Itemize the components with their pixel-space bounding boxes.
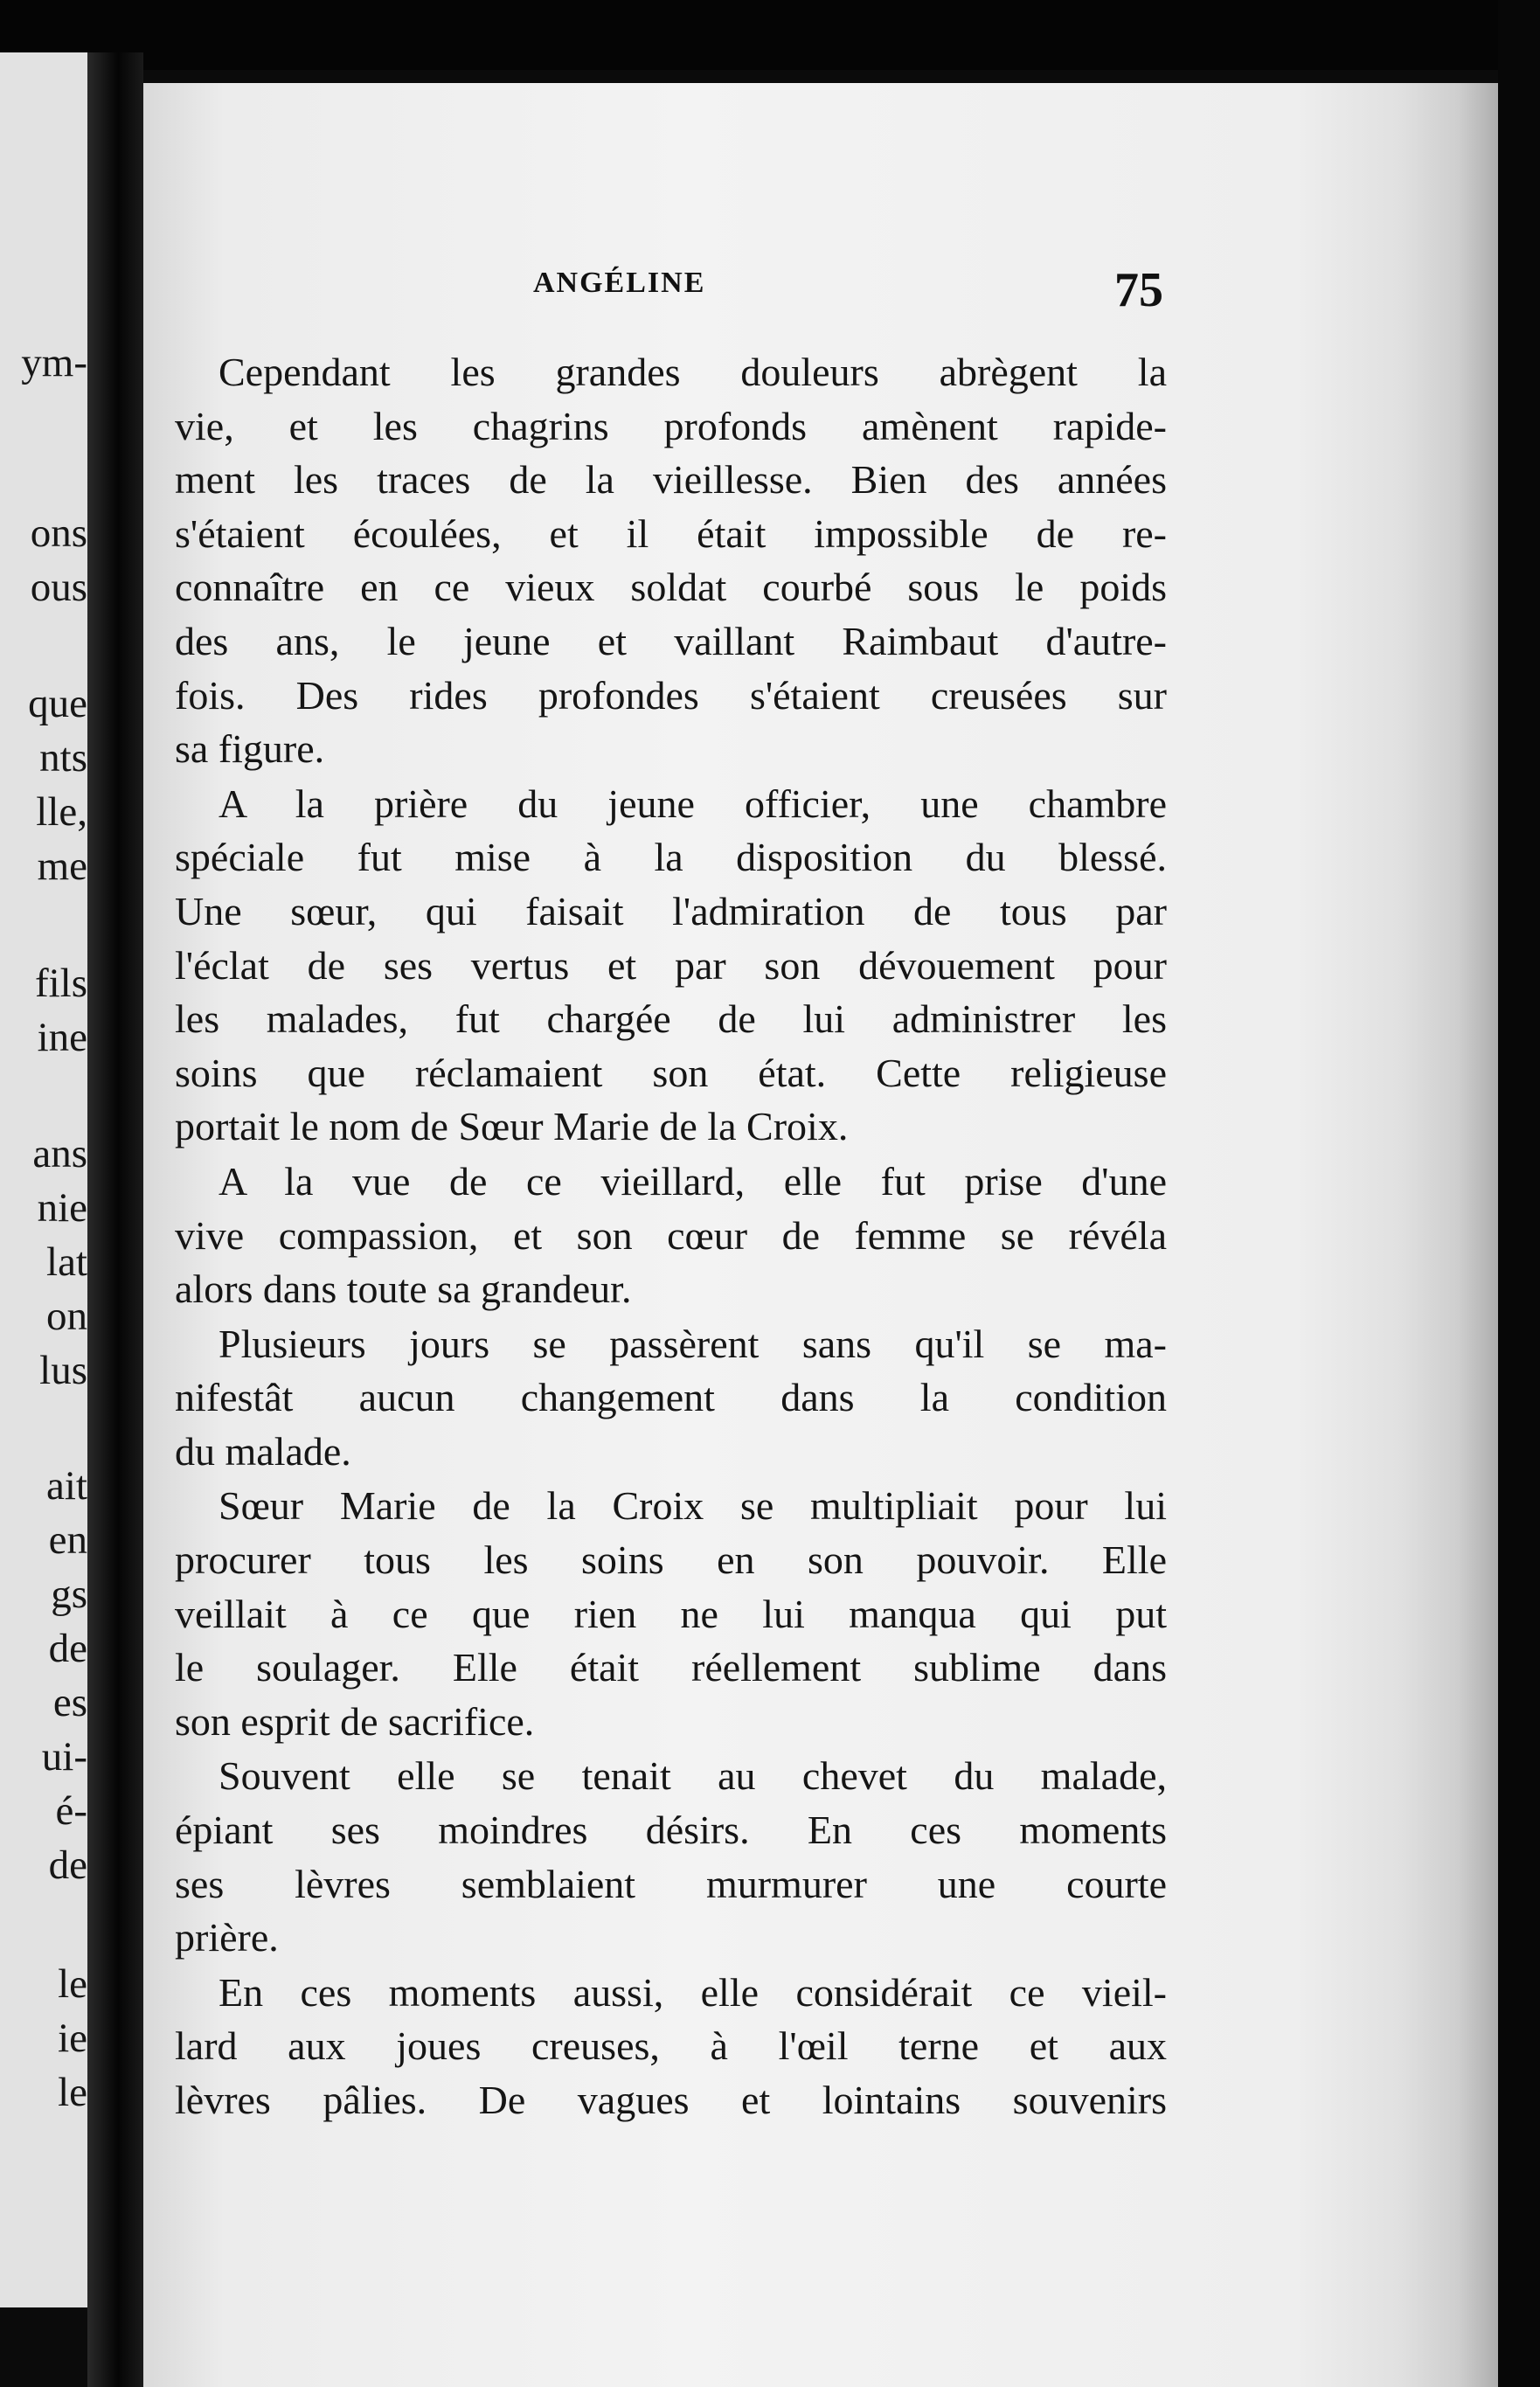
page-edge-shadow xyxy=(1398,83,1498,2387)
facing-page-fragment: ans xyxy=(32,1131,87,1176)
facing-page-fragment: ym- xyxy=(21,340,87,385)
text-line: A la prière du jeune officier, une chambre xyxy=(219,781,1167,826)
text-line: lard aux joues creuses, à l'œil terne et aux xyxy=(175,2023,1167,2069)
facing-page-fragment: lat xyxy=(46,1239,87,1285)
facing-page-fragment: ons xyxy=(30,510,87,556)
facing-page-fragment: lle, xyxy=(36,789,87,835)
text-line: ment les traces de la vieillesse. Bien des années xyxy=(175,457,1167,503)
text-line: Sœur Marie de la Croix se multipliait pour lui xyxy=(219,1483,1167,1529)
text-line: du malade. xyxy=(175,1428,351,1474)
text-line: vive compassion, et son cœur de femme se révéla xyxy=(175,1212,1167,1258)
facing-page-fragment: on xyxy=(46,1294,87,1339)
text-line: épiant ses moindres désirs. En ces moments xyxy=(175,1808,1167,1853)
facing-page-fragment: ous xyxy=(30,565,87,610)
scan-border-top xyxy=(0,0,1540,70)
text-line: portait le nom de Sœur Marie de la Croix. xyxy=(175,1104,849,1149)
facing-page-fragment: ie xyxy=(58,2016,87,2061)
text-line: l'éclat de ses vertus et par son dévouement pour xyxy=(175,942,1167,988)
facing-page-fragment: gs xyxy=(51,1572,87,1617)
text-line: nifestât aucun changement dans la condition xyxy=(175,1375,1167,1420)
text-line: soins que réclamaient son état. Cette religieuse xyxy=(175,1050,1167,1095)
text-line: Plusieurs jours se passèrent sans qu'il se ma- xyxy=(219,1321,1167,1366)
text-line: Cependant les grandes douleurs abrègent la xyxy=(219,350,1167,394)
facing-page-edge xyxy=(0,52,87,2307)
facing-page-fragment: ui- xyxy=(41,1734,87,1780)
scan-border-right xyxy=(1498,0,1540,2387)
facing-page-fragment: en xyxy=(48,1517,87,1563)
body-text xyxy=(175,345,1167,2127)
text-line: connaître en ce vieux soldat courbé sous le poids xyxy=(175,565,1167,610)
text-line: alors dans toute sa grandeur. xyxy=(175,1266,632,1312)
text-line: prière. xyxy=(175,1915,279,1960)
text-line: lèvres pâlies. De vagues et lointains souvenirs xyxy=(175,2078,1167,2122)
text-line: les malades, fut chargée de lui administrer les xyxy=(175,996,1167,1042)
facing-page-fragment: nie xyxy=(37,1185,87,1231)
text-line: des ans, le jeune et vaillant Raimbaut d'autre- xyxy=(175,618,1167,663)
facing-page-fragment: ait xyxy=(46,1463,87,1509)
facing-page-fragment: le xyxy=(58,1961,87,2007)
facing-page-fragment: me xyxy=(37,843,87,889)
text-line: s'étaient écoulées, et il était impossible de re- xyxy=(175,510,1167,556)
facing-page-fragment: es xyxy=(52,1680,87,1725)
text-line: Souvent elle se tenait au chevet du malade, xyxy=(219,1753,1167,1799)
text-line: sa figure. xyxy=(175,726,325,772)
text-line: Une sœur, qui faisait l'admiration de tous par xyxy=(175,888,1167,933)
facing-page-fragment: lus xyxy=(39,1348,87,1393)
text-line: le soulager. Elle était réellement sublime dans xyxy=(175,1645,1167,1690)
facing-page-fragment: nts xyxy=(39,735,87,781)
text-line: fois. Des rides profondes s'étaient creusées sur xyxy=(175,672,1167,718)
text-line: ses lèvres semblaient murmurer une courte xyxy=(175,1861,1167,1906)
text-line: veillait à ce que rien ne lui manqua qui put xyxy=(175,1591,1167,1636)
facing-page-fragment: ine xyxy=(37,1015,87,1060)
text-line: En ces moments aussi, elle considérait ce vieil- xyxy=(219,1969,1167,2015)
page-number: 75 xyxy=(1114,263,1163,317)
facing-page-fragment: que xyxy=(28,681,87,726)
text-line: procurer tous les soins en son pouvoir. Elle xyxy=(175,1537,1167,1583)
facing-page-fragment: é- xyxy=(55,1788,87,1834)
book-gutter xyxy=(87,52,143,2387)
text-line: A la vue de ce vieillard, elle fut prise d'une xyxy=(219,1158,1167,1204)
text-line: spéciale fut mise à la disposition du blessé. xyxy=(175,835,1167,880)
facing-page-fragment: de xyxy=(48,1626,87,1671)
running-head: ANGÉLINE xyxy=(533,267,706,299)
facing-page-fragment: fils xyxy=(34,961,87,1006)
facing-page-fragment: de xyxy=(48,1842,87,1888)
text-line: vie, et les chagrins profonds amènent rapide- xyxy=(175,403,1167,448)
facing-page-fragment: le xyxy=(58,2070,87,2115)
text-line: son esprit de sacrifice. xyxy=(175,1698,535,1744)
